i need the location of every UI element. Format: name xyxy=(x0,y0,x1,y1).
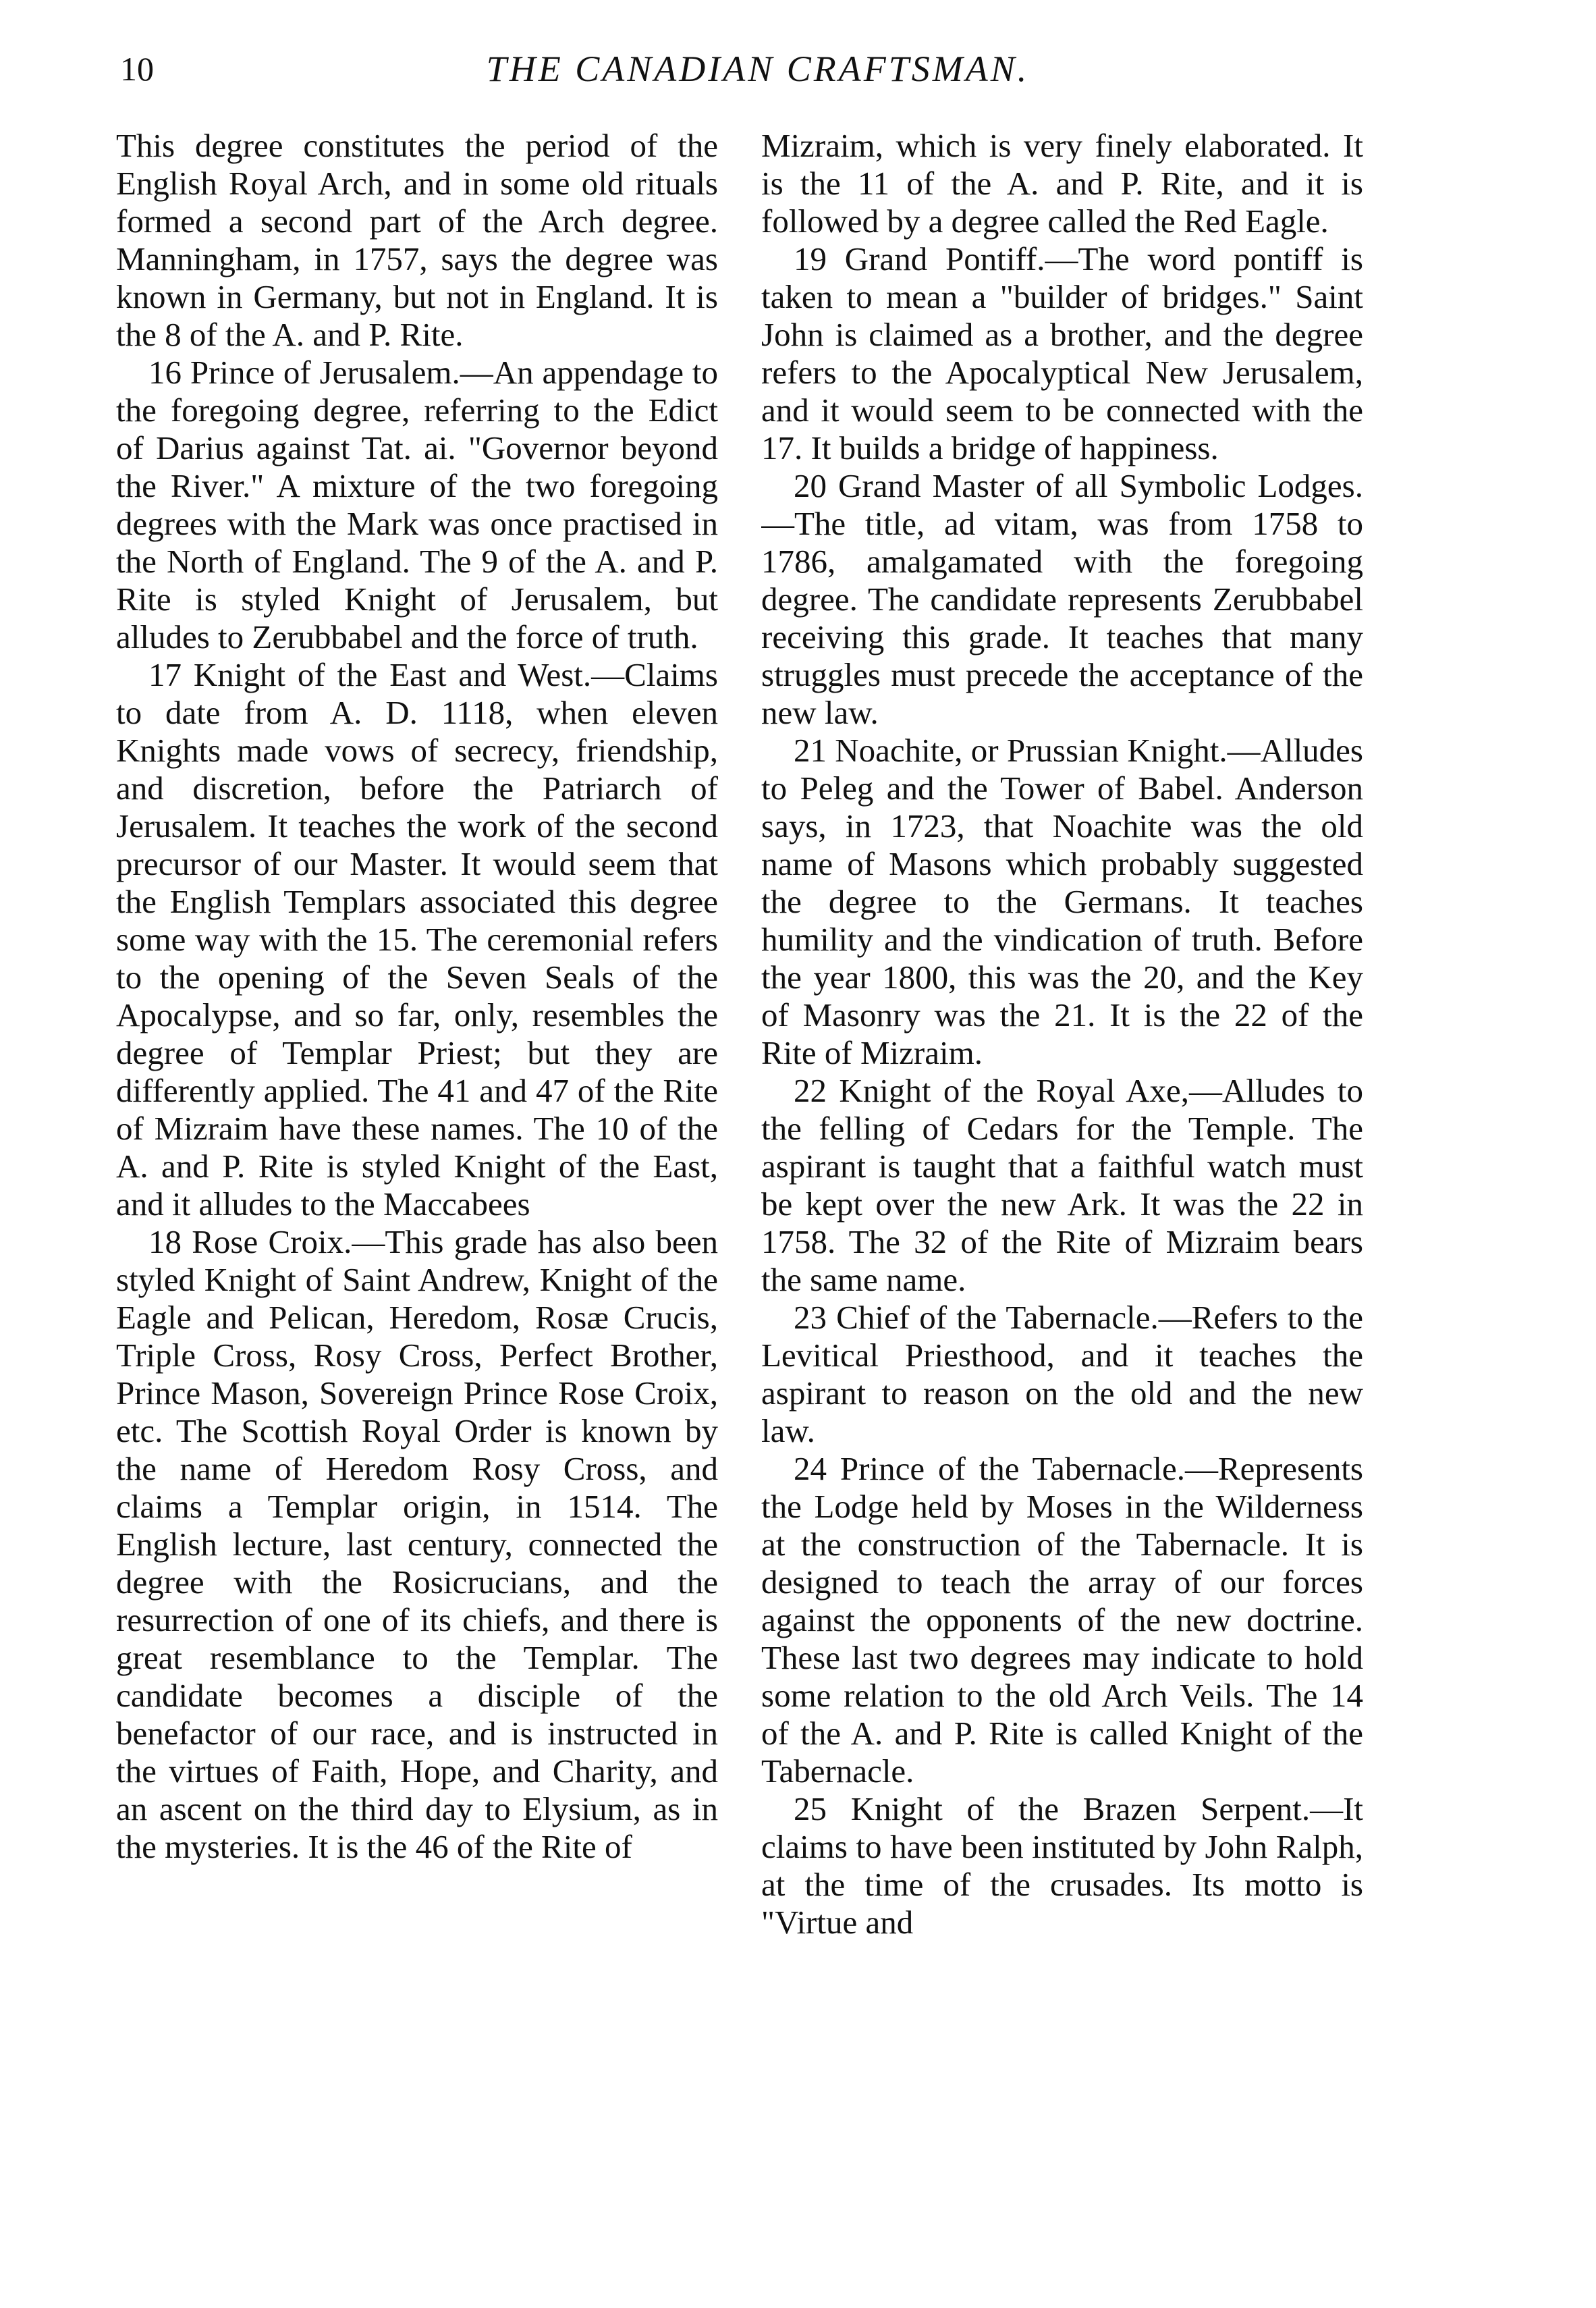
paragraph-rose-croix: 18 Rose Croix.—This grade has also been styled Knight of Saint Andrew, Knight of the Eagle and Pelican, Heredom, Rosæ Crucis, Triple Cross, Rosy Cross, Perfect Brother, Prince Mason, Sovereign Prince Rose Croix, etc. The Scottish Royal Order is known by the name of Heredom Rosy Cross, and claims a Templar origin, in 1514. The English lecture, last century, connected the degree with the Rosicrucians, and the resurrection of one of its chiefs, and there is great resemblance to the Templar. The candidate becomes a disciple of the benefactor of our race, and is instructed in the virtues of Faith, Hope, and Charity, and an ascent on the third day to Elysium, as in the mysteries. It is the 46 of the Rite of xyxy=(116,1223,718,1865)
page-number: 10 xyxy=(120,50,154,88)
paragraph-prince-tabernacle: 24 Prince of the Tabernacle.—Represents the Lodge held by Moses in the Wilderness at the construction of the Tabernacle. It is designed to teach the array of our forces against the opponents of the new doctrine. These last two degrees may indicate to hold some relation to the old Arch Veils. The 14 of the A. and P. Rite is called Knight of the Tabernacle. xyxy=(761,1450,1363,1790)
left-column xyxy=(116,127,718,2253)
paragraph-brazen-serpent: 25 Knight of the Brazen Serpent.—It claims to have been instituted by John Ralph, at the time of the crusades. Its motto is "Virtue and xyxy=(761,1790,1363,1941)
paragraph-grand-master-lodges: 20 Grand Master of all Symbolic Lodges.—The title, ad vitam, was from 1758 to 1786, amalgamated with the foregoing degree. The candidate represents Zerubbabel receiving this grade. It teaches that many struggles must precede the acceptance of the new law. xyxy=(761,467,1363,731)
paragraph-royal-axe: 22 Knight of the Royal Axe,—Alludes to the felling of Cedars for the Temple. The aspirant is taught that a faithful watch must be kept over the new Ark. It was the 22 in 1758. The 32 of the Rite of Mizraim bears the same name. xyxy=(761,1072,1363,1298)
page-header xyxy=(120,42,1396,96)
paragraph-mizraim-continued: Mizraim, which is very finely elaborated. It is the 11 of the A. and P. Rite, and it is followed by a degree called the Red Eagle. xyxy=(761,127,1363,240)
running-title: THE CANADIAN CRAFTSMAN. xyxy=(486,49,1030,89)
paragraph-prince-of-jerusalem: 16 Prince of Jerusalem.—An appendage to the foregoing degree, referring to the Edict of Darius against Tat. ai. "Governor beyond the River." A mixture of the two foregoing degrees with the Mark was once practised in the North of England. The 9 of the A. and P. Rite is styled Knight of Jerusalem, but alludes to Zerubbabel and the force of truth. xyxy=(116,354,718,655)
paragraph-royal-arch: This degree constitutes the period of the English Royal Arch, and in some old rituals formed a second part of the Arch degree. Manningham, in 1757, says the degree was known in Germany, but not in England. It is the 8 of the A. and P. Rite. xyxy=(116,127,718,353)
paragraph-noachite: 21 Noachite, or Prussian Knight.—Alludes to Peleg and the Tower of Babel. Anderson says, in 1723, that Noachite was the old name of Masons which probably suggested the degree to the Germans. It teaches humility and the vindication of truth. Before the year 1800, this was the 20, and the Key of Masonry was the 21. It is the 22 of the Rite of Mizraim. xyxy=(761,732,1363,1071)
right-column xyxy=(761,127,1363,2253)
paragraph-chief-tabernacle: 23 Chief of the Tabernacle.—Refers to the Levitical Priesthood, and it teaches the aspirant to reason on the old and the new law. xyxy=(761,1299,1363,1449)
paragraph-knight-east-west: 17 Knight of the East and West.—Claims to date from A. D. 1118, when eleven Knights made vows of secrecy, friendship, and discretion, before the Patriarch of Jerusalem. It teaches the work of the second precursor of our Master. It would seem that the English Templars associated this degree some way with the 15. The ceremonial refers to the opening of the Seven Seals of the Apocalypse, and so far, only, resembles the degree of Templar Priest; but they are differently applied. The 41 and 47 of the Rite of Mizraim have these names. The 10 of the A. and P. Rite is styled Knight of the East, and it alludes to the Maccabees xyxy=(116,656,718,1223)
paragraph-grand-pontiff: 19 Grand Pontiff.—The word pontiff is taken to mean a "builder of bridges." Saint John is claimed as a brother, and the degree refers to the Apocalyptical New Jerusalem, and it would seem to be connected with the 17. It builds a bridge of happiness. xyxy=(761,240,1363,466)
